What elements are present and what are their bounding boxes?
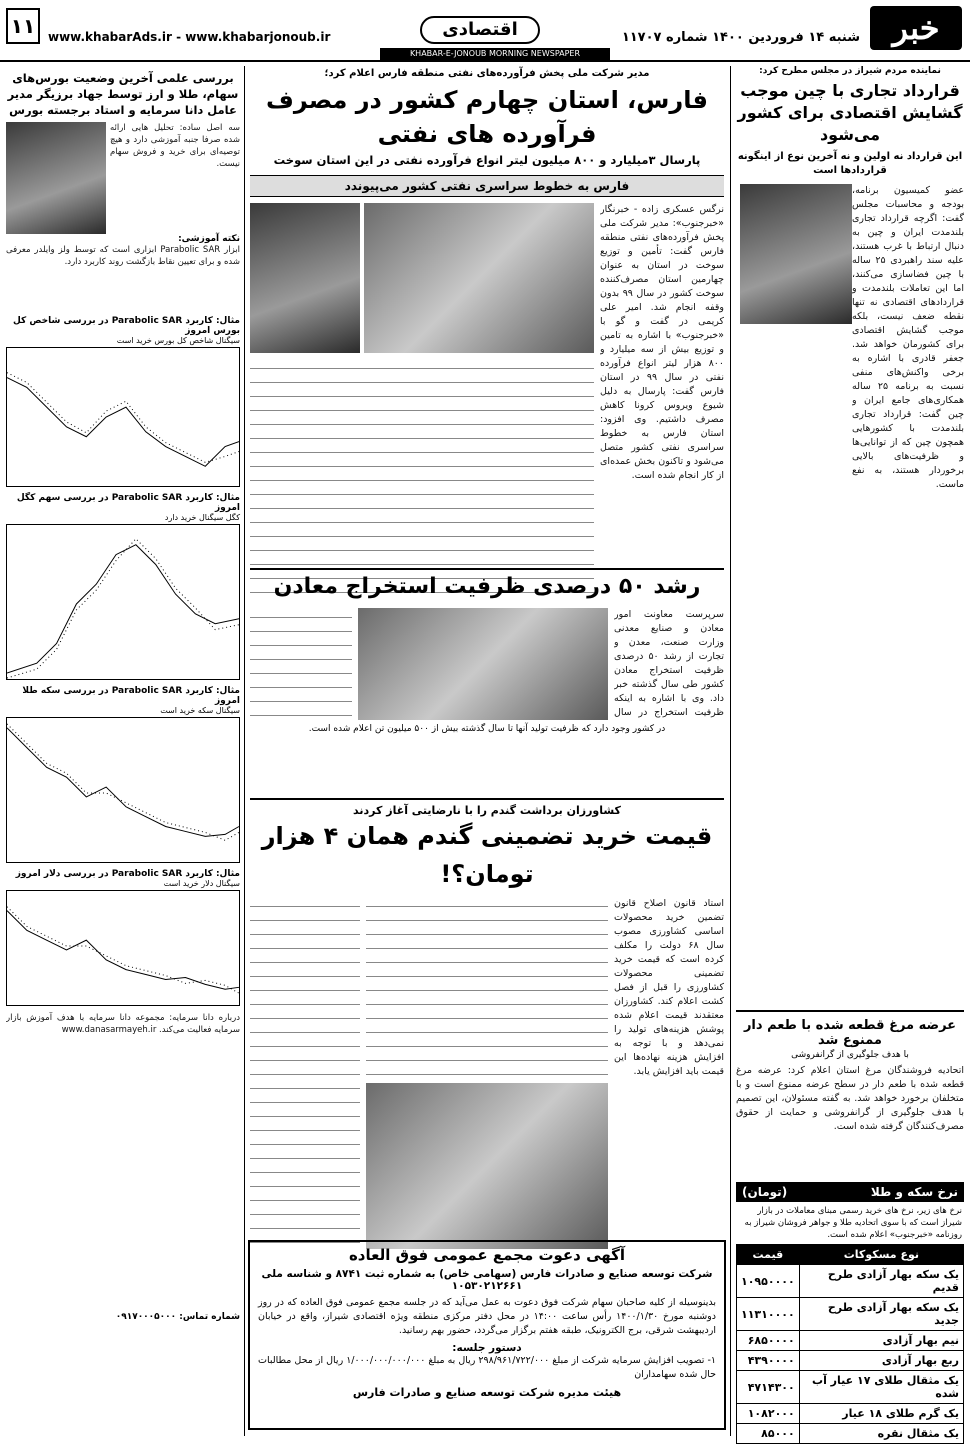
analyst-portrait-photo <box>6 122 106 234</box>
table-row[interactable] <box>737 1404 964 1424</box>
coin-price: ۸۵۰۰۰ <box>737 1424 800 1444</box>
table-row[interactable] <box>737 1298 964 1331</box>
divider <box>250 798 724 800</box>
wheat-body-continued <box>250 897 360 1249</box>
col-header: قیمت <box>737 1245 800 1265</box>
tip-body: ابزار Parabolic SAR ابزاری است که توسط ولز وایلدر معرفی شده و برای تعیین نقاط بازگشت روند کاربرد دارد. <box>6 245 240 267</box>
english-strip: KHABAR-E-JONOUB MORNING NEWSPAPER <box>380 48 610 60</box>
column-divider <box>244 66 245 1436</box>
mining-article <box>250 568 724 734</box>
table-row[interactable] <box>737 1424 964 1444</box>
combine-harvester-photo <box>366 1083 608 1249</box>
coin-price-table <box>736 1244 964 1444</box>
tip-title: نکته آموزشی: <box>178 234 240 244</box>
agenda-item: ۱- تصویب افزایش سرمایه شرکت از مبلغ ۲۹۸/۹۶۱/۷۲۲/۰۰۰ ریال به مبلغ ۱/۰۰۰/۰۰۰/۰۰۰/۰۰۰ ریال از محل مطالبات حال شده سهامداران <box>258 1355 716 1380</box>
poultry-byline: با هدف جلوگیری از گرانفروشی <box>791 1050 909 1060</box>
section-title[interactable]: اقتصادی <box>420 16 540 44</box>
coin-name: یک سکه بهار آزادی طرح جدید <box>799 1298 963 1331</box>
lead-article <box>250 68 724 595</box>
table-row[interactable] <box>737 1351 964 1371</box>
coin-price: ۴۳۹۰۰۰۰ <box>737 1351 800 1371</box>
left-column-footer: درباره دانا سرمایه: مجموعه دانا سرمایه با هدف آموزش بازار سرمایه فعالیت می‌کند. www.danasarmayeh.ir <box>6 1013 240 1035</box>
logo-subtitle: جنوب <box>875 4 900 14</box>
right-article-kicker: نماینده مردم شیراز در مجلس مطرح کرد: <box>759 66 941 76</box>
dollar-chart[interactable] <box>6 890 240 1006</box>
mining-title[interactable]: رشد ۵۰ درصدی ظرفیت استخراج معادن <box>273 574 701 599</box>
chart-label: مثال: کاربرد Parabolic SAR در بررسی سهم کگل امروز <box>16 493 240 513</box>
contact-phone[interactable]: شماره تماس: ۰۹۱۷۰۰۰۵۰۰۰ <box>115 1312 240 1322</box>
coin-price-box <box>736 1182 964 1444</box>
column-divider <box>730 66 731 1436</box>
mp-portrait-photo <box>740 184 852 324</box>
right-article-body: عضو کمیسیون برنامه، بودجه و محاسبات مجلس گفت: اگرچه قرارداد تجاری بلندمدت ایران و چین به دنبال ارتباط با غرب هستند، علیه سند راهبردی ۲۵ ساله با چین فضاسازی می‌کنند، اما این تعاملات بلندمدت و قراردادهای اقتصادی نه تنها نقطه ضعف نیست، بلکه موجب گشایش اقتصادی برای کشورمان خواهد شد. جعفر قادری با اشاره به برخی واکنش‌های منفی نسبت به برنامه ۲۵ ساله همکاری‌های جامع ایران و چین گفت: قرارداد تجاری بلندمدت با کشورهایی همچون چین که از توانایی‌ها و ظرفیت‌های بالایی برخوردار هستند، به نفع ماست. <box>852 185 964 490</box>
chart-label: مثال: کاربرد Parabolic SAR در بررسی شاخص کل بورس امروز <box>12 316 240 336</box>
kegol-chart[interactable] <box>6 524 240 680</box>
announcement-title: آگهی دعوت مجمع عمومی فوق العاده <box>348 1246 626 1264</box>
wheat-body-continued <box>366 897 608 1077</box>
website-urls[interactable]: www.khabarAds.ir - www.khabarjonoub.ir <box>48 30 331 44</box>
chart-note: سیگنال سکه خرید است <box>160 706 240 715</box>
poultry-body: اتحادیه فروشندگان مرغ استان اعلام کرد: عرضه مرغ قطعه شده با طعم دار در سطح عرضه ممنوع است و با متخلفان برخورد خواهد شد. به گفته مسئولان، این تصمیم با هدف جلوگیری از گرانفروشی و حمایت از حقوق مصرف‌کنندگان گرفته شده است. <box>736 1065 964 1132</box>
table-row[interactable] <box>737 1371 964 1404</box>
issue-date: شنبه ۱۴ فروردین ۱۴۰۰ شماره ۱۱۷۰۷ <box>621 30 860 45</box>
announcement-signature: هیئت مدیره شرکت توسعه صنایع و صادرات فارس <box>352 1386 622 1399</box>
mining-caption: در کشور وجود دارد که ظرفیت تولید آنها تا سال گذشته بیش از ۵۰۰ میلیون تن اعلام شده است. <box>308 724 666 734</box>
lead-body: نرگس عسکری زاده - خبرنگار «خبرجنوب»: مدیر شرکت ملی پخش فرآورده‌های نفتی منطقه فارس گفت: تأمین و توزیع سوخت در استان به عنوان چهارمین استان مصرف‌کننده سوخت کشور در سال ۹۹ بدون وقفه انجام شد. امیر علی کریمی در گفت و گو با «خبرجنوب» با اشاره به تامین و توزیع بیش از سه میلیارد و ۸۰۰ هزار لیتر انواع فرآورده نفتی در سال ۹۹ در استان فارس گفت: پارسال به دلیل شیوع ویروس کرونا کاهش مصرف داشتیم. وی افزود: استان فارس به خطوط سراسری نفتی کشور متصل می‌شود و تاکنون بخش عمده‌ای از کار انجام شده است. <box>600 204 724 481</box>
meeting-announcement[interactable] <box>248 1240 726 1430</box>
agenda-title: دستور جلسه: <box>452 1342 522 1354</box>
coin-price: ۴۷۱۴۳۰۰ <box>737 1371 800 1404</box>
lead-subtitle: پارسال ۳میلیارد و ۸۰۰ میلیون لیتر انواع فرآورده نفتی در این استان سوخت <box>273 153 701 167</box>
lead-title[interactable]: فارس، استان چهارم کشور در مصرف فرآورده‌ های نفتی <box>266 86 708 148</box>
gold-coin-chart[interactable] <box>6 717 240 863</box>
chart-note: کگل سیگنال خرید دارد <box>164 513 240 522</box>
official-portrait-photo <box>250 203 360 353</box>
chart-label: مثال: کاربرد Parabolic SAR در بررسی سکه طلا امروز <box>22 686 240 706</box>
lead-band: فارس به خطوط سراسری نفتی کشور می‌پیوندد <box>250 175 724 197</box>
coin-name: یک مثقال طلای ۱۷ عیار آب شده <box>799 1371 963 1404</box>
coin-price: ۱۱۳۱۰۰۰۰ <box>737 1298 800 1331</box>
chart-label: مثال: کاربرد Parabolic SAR در بررسی دلار امروز <box>15 869 240 879</box>
announcement-company: شرکت توسعه صنایع و صادرات فارس (سهامی خاص) به شماره ثبت ۸۷۴۱ و شناسه ملی ۱۰۵۳۰۲۱۲۶۶۱ <box>261 1268 713 1292</box>
left-column <box>6 70 240 1322</box>
refinery-photo <box>364 203 594 353</box>
newspaper-logo[interactable]: خبر <box>870 6 962 50</box>
left-column-intro: سه اصل ساده: تحلیل هایی ارائه شده صرفا جنبه آموزشی دارد و هیچ توصیه‌ای برای خرید و فروش سهام نیست. <box>110 123 240 169</box>
wheat-title[interactable]: قیمت خرید تضمینی گندم همان ۴ هزار تومان؟! <box>261 822 713 888</box>
lead-kicker: مدیر شرکت ملی پخش فرآورده‌های نفتی منطقه فارس اعلام کرد؛ <box>324 68 650 79</box>
wheat-body: استاد قانون اصلاح قانون تضمین خرید محصولات اساسی کشاورزی مصوب سال ۶۸ دولت را مکلف کرده است که قیمت خرید تضمینی محصولات کشاورزی را قبل از فصل کشت اعلام کند. کشاورزان معتقدند قیمت اعلام شده پوشش هزینه‌های تولید را نمی‌دهد و با توجه به افزایش هزینه نهاده‌ها این قیمت باید افزایش یابد. <box>614 898 724 1077</box>
coin-table-unit: (تومان) <box>742 1185 788 1199</box>
coin-name: یک سکه بهار آزادی طرح قدیم <box>799 1265 963 1298</box>
page-number: ۱۱ <box>6 8 40 44</box>
wheat-kicker: کشاورزان برداشت گندم را با نارضایتی آغاز کردند <box>353 804 621 817</box>
table-row[interactable] <box>737 1265 964 1298</box>
coin-name: نیم بهار آزادی <box>799 1331 963 1351</box>
coin-name: ربع بهار آزادی <box>799 1351 963 1371</box>
coin-price: ۱۰۹۵۰۰۰۰ <box>737 1265 800 1298</box>
mine-rocks-photo <box>358 608 608 720</box>
right-article-subtitle: این قرارداد نه اولین و نه آخرین نوع از اینگونه قراردادها است <box>737 151 963 176</box>
mining-body-continued <box>250 608 352 720</box>
wheat-article <box>250 798 724 1249</box>
mining-body: سرپرست معاونت امور معادن و صنایع معدنی وزارت صنعت، معدن و تجارت از رشد ۵۰ درصدی ظرفیت استخراج معادن کشور طی سال گذشته خبر داد. وی با اشاره به اینکه ظرفیت استخراج در سال <box>614 609 724 718</box>
coin-price: ۱۰۸۲۰۰۰ <box>737 1404 800 1424</box>
coin-table-title: نرخ سکه و طلا <box>870 1185 958 1199</box>
chart-note: سیگنال شاخص کل بورس خرید است <box>116 336 240 345</box>
col-header: نوع مسکوکات <box>799 1245 963 1265</box>
coin-price: ۶۸۵۰۰۰۰ <box>737 1331 800 1351</box>
chart-note: سیگنال دلار خرید است <box>163 879 240 888</box>
coin-name: یک مثقال نقره <box>799 1424 963 1444</box>
index-chart[interactable] <box>6 347 240 487</box>
coin-name: یک گرم طلای ۱۸ عیار <box>799 1404 963 1424</box>
lead-body-continued <box>250 359 594 595</box>
right-article-title[interactable]: قرارداد تجاری با چین موجب گشایش اقتصادی برای کشور می‌شود <box>737 81 963 144</box>
announcement-body: بدینوسیله از کلیه صاحبان سهام شرکت فوق دعوت به عمل می‌آید که در جلسه مجمع عمومی فوق العاده که در روز دوشنبه مورخ ۱۴۰۰/۱/۳۰ رأس ساعت ۱۴:۰۰ در محل دفتر مرکزی منطقه ویژه اقتصادی شیراز، واقع در خیابان اردیبهشت شرقی، برج الکترونیک، طبقه هفتم برگزار می‌گردد، حضور بهم رسانید. <box>258 1297 716 1336</box>
right-column <box>736 66 964 1300</box>
poultry-title[interactable]: عرضه مرغ قطعه شده با طعم دار ممنوع شد <box>743 1018 957 1048</box>
coin-table-intro: نرخ های زیر، نرخ های خرید رسمی مبنای معاملات در بازار شیراز است که با سوی اتحادیه طلا و جواهر فروشان شیراز به روزنامه «خبرجنوب» اعلام شده است. <box>744 1206 962 1240</box>
table-row[interactable] <box>737 1331 964 1351</box>
divider <box>736 1010 964 1012</box>
left-column-title[interactable]: بررسی علمی آخرین وضعیت بورس‌های سهام، طلا و ارز توسط جهاد برزیگر مدیر عامل دانا سرمایه و استاد برجسته بورس <box>7 71 239 117</box>
